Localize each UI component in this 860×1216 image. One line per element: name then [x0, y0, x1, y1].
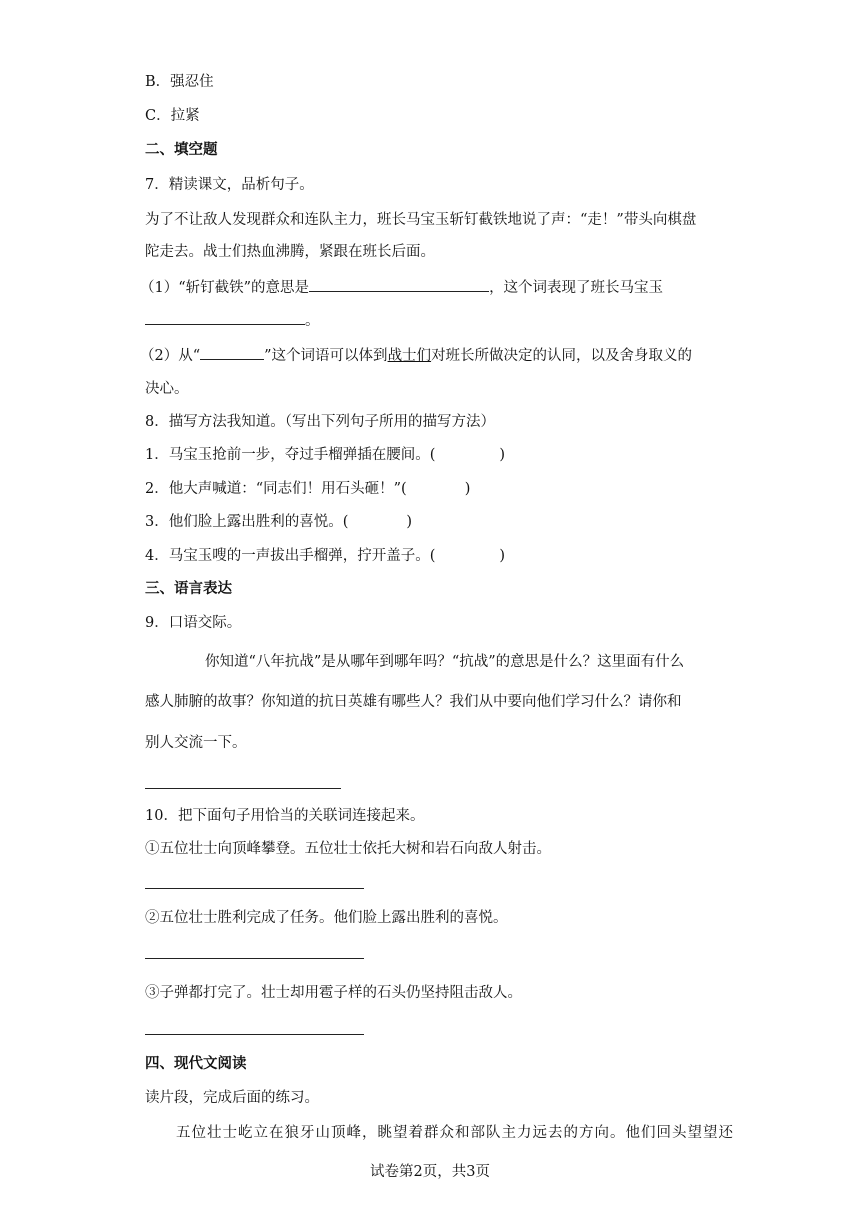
q6-option-b: B．强忍住	[145, 74, 214, 90]
q10-answer-line-2[interactable]	[145, 958, 364, 959]
q10-sentence-3: ③子弹都打完了。壮士却用雹子样的石头仍坚持阻击敌人。	[145, 985, 522, 1001]
q7-part1-answer-blank[interactable]	[309, 277, 489, 292]
q6-option-c: C．拉紧	[145, 108, 200, 124]
section-heading-fill-in: 二、填空题	[145, 142, 218, 158]
q7-part2	[140, 345, 692, 366]
q7-passage-line-1: 为了不让敌人发现群众和连队主力，班长马宝玉斩钉截铁地说了声：“走！”带头向棋盘	[145, 212, 697, 228]
q8-item-4-close: )	[499, 548, 506, 564]
q8-item-3	[145, 512, 412, 532]
q8-item-4-text: 4．马宝玉嗖的一声拔出手榴弹，拧开盖子。(	[145, 548, 436, 564]
q7-part1-line2	[145, 310, 320, 331]
q7-part2-middle: ”这个词语可以体到	[264, 348, 388, 364]
q10-sentence-1: ①五位壮士向顶峰攀登。五位壮士依托大树和岩石向敌人射击。	[145, 841, 551, 857]
page-footer: 试卷第2页，共3页	[370, 1164, 490, 1180]
q8-item-1	[145, 445, 505, 465]
q7-part1-prefix: （1）“斩钉截铁”的意思是	[140, 280, 310, 296]
reading-instruction: 读片段，完成后面的练习。	[145, 1090, 319, 1106]
q8-stem: 8．描写方法我知道。（写出下列句子所用的描写方法）	[145, 414, 495, 430]
q8-item-2-close: )	[464, 481, 471, 497]
q8-item-1-text: 1．马宝玉抢前一步，夺过手榴弹插在腰间。(	[145, 447, 436, 463]
q8-item-2	[145, 479, 470, 499]
q9-line-1: 你知道“八年抗战”是从哪年到哪年吗？“抗战”的意思是什么？这里面有什么	[205, 654, 685, 670]
q10-stem: 10．把下面句子用恰当的关联词连接起来。	[145, 808, 425, 824]
section-heading-language-expression: 三、语言表达	[145, 581, 232, 597]
q8-item-3-close: )	[406, 514, 413, 530]
q7-part2-answer-blank[interactable]	[200, 345, 264, 360]
q8-item-3-text: 3．他们脸上露出胜利的喜悦。(	[145, 514, 349, 530]
q7-part1	[140, 277, 663, 298]
section-heading-modern-reading: 四、现代文阅读	[145, 1056, 247, 1072]
q7-passage-line-2: 陀走去。战士们热血沸腾，紧跟在班长后面。	[145, 244, 435, 260]
q10-sentence-2: ②五位壮士胜利完成了任务。他们脸上露出胜利的喜悦。	[145, 910, 508, 926]
q7-part2-prefix: （2）从“	[140, 348, 201, 364]
q7-part2-rest: 对班长所做决定的认同，以及舍身取义的	[431, 348, 693, 364]
q9-stem: 9．口语交际。	[145, 615, 242, 631]
q7-part2-underlined: 战士们	[387, 348, 432, 364]
q10-answer-line-3[interactable]	[145, 1034, 364, 1035]
q7-part1-end: 。	[305, 313, 320, 329]
q7-part1-middle: ，这个词表现了班长马宝玉	[489, 280, 664, 296]
reading-passage-line-1: 五位壮士屹立在狼牙山顶峰，眺望着群众和部队主力远去的方向。他们回头望望还	[176, 1125, 734, 1141]
q7-part2-line2: 决心。	[145, 381, 189, 397]
q9-answer-line[interactable]	[145, 788, 341, 789]
q8-item-2-text: 2．他大声喊道：“同志们！用石头砸！”(	[145, 481, 407, 497]
q8-item-4	[145, 546, 505, 566]
q7-part1-answer-blank-2[interactable]	[145, 310, 305, 325]
q9-line-3: 别人交流一下。	[145, 735, 247, 751]
q7-stem: 7．精读课文，品析句子。	[145, 177, 314, 193]
q9-line-2: 感人肺腑的故事？你知道的抗日英雄有哪些人？我们从中要向他们学习什么？请你和	[145, 694, 682, 710]
q10-answer-line-1[interactable]	[145, 888, 364, 889]
q8-item-1-close: )	[499, 447, 506, 463]
